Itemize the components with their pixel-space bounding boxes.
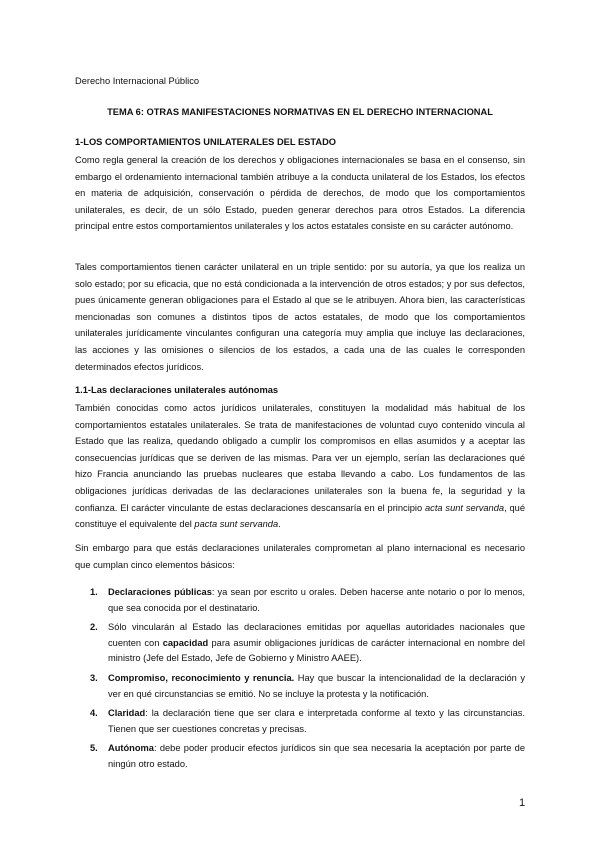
- section-1-1-paragraph: [75, 400, 525, 533]
- list-item-bold: Compromiso, reconocimiento y renuncia.: [108, 672, 295, 683]
- requirements-list: [75, 585, 525, 777]
- paragraph-main-text: También conocidas como actos jurídicos unilaterales, constituyen la modalidad más habitual de los comportamientos estatales unilaterales. Se trata de manifestaciones de voluntad cuyo contenido vincula al Estado que las realiza, quedando obligado a cumplir los compromisos en ellas asumidos y a aceptar las consecuencias jurídicas que se deriven de las mismas. Para ver un ejemplo, serían las declaraciones qué hizo Francia anunciando las pruebas nucleares que estaba llevando a cabo. Los fundamentos de las obligaciones jurídicas derivadas de las declaraciones unilaterales son la buena fe, la seguridad y la confianza. El carácter vinculante de estas declaraciones descansaría en el principio: [75, 403, 525, 513]
- list-item-pre: Sólo vincularán al Estado las declaraciones emitidas por aquellas autoridades nacionales que cuenten con: [108, 622, 525, 648]
- list-item-text: : debe poder producir efectos jurídicos sin que sea necesaria la aceptación por parte de ningún otro estado.: [108, 743, 525, 769]
- section-1-paragraph-1: Como regla general la creación de los derechos y obligaciones internacionales se basa en el consenso, sin embargo el ordenamiento internacional también atribuye a la conducta unilateral de los Estados, los efectos en materia de adquisición, conservación o pérdida de derechos, de modo que los comportamientos unilaterales, es decir, de un sólo Estado, pueden generar derechos para otros Estados. La diferencia principal entre estos comportamientos unilaterales y los actos estatales consiste en su carácter autónomo.: [75, 155, 525, 232]
- list-item: [75, 620, 525, 667]
- latin-term-1: acta sunt servanda: [425, 502, 505, 513]
- list-item: [75, 741, 525, 772]
- list-item-number: 5.: [90, 743, 98, 754]
- elements-intro-paragraph: Sin embargo para que estás declaraciones unilaterales comprometan al plano internacional es necesario que cumplan cinco elementos básicos:: [75, 543, 525, 570]
- latin-term-2: pacta sunt servanda: [194, 519, 279, 530]
- list-item-number: 1.: [90, 587, 98, 597]
- list-item-text: Hay que buscar la intencionalidad de la declaración y ver en qué circunstancias se emitió. No se incluye la protesta y la notificación.: [108, 672, 525, 699]
- section-1-paragraph-2: Tales comportamientos tienen carácter unilateral en un triple sentido: por su autoría, ya que los realiza un solo estado; por su eficacia, que no está condicionada a la intervención de otros estados; y por sus defectos, pues únicamente generan obligaciones para el Estado al que se le atribuyen. Ahora bien, las características mencionadas son comunes a distintos tipos de actos estatales, de modo que los comportamientos unilaterales jurídicamente vinculantes configuran una categoría muy amplia que incluye las declaraciones, las acciones y las omisiones o silencios de los estados, a cada una de las cuales le corresponden determinados efectos jurídicos.: [75, 262, 525, 372]
- list-item-bold: Declaraciones públicas: [108, 587, 212, 597]
- list-item: [75, 671, 525, 702]
- section-1-heading: 1-LOS COMPORTAMIENTOS UNILATERALES DEL ESTADO: [75, 137, 337, 147]
- list-item-text: para asumir obligaciones jurídicas de carácter internacional en nombre del ministro (Jefe del Estado, Jefe de Gobierno y Ministro AAEE).: [108, 637, 525, 664]
- list-item-number: 3.: [90, 672, 98, 683]
- tema-title: TEMA 6: OTRAS MANIFESTACIONES NORMATIVAS EN EL DERECHO INTERNACIONAL: [107, 107, 493, 117]
- page-number: 1: [519, 797, 526, 809]
- list-item-text: : ya sean por escrito u orales. Deben hacerse ante notario o por lo menos, que sea conocida por el destinatario.: [108, 587, 525, 613]
- course-header: Derecho Internacional Público: [75, 76, 200, 86]
- list-item: [75, 585, 525, 616]
- list-item-text: : la declaración tiene que ser clara e interpretada conforme al texto y las circunstancias. Tienen que ser cuestiones concretas y precisas.: [108, 708, 525, 734]
- section-1-1-heading: 1.1-Las declaraciones unilaterales autónomas: [75, 385, 279, 395]
- list-item-bold: Autónoma: [108, 743, 154, 754]
- list-item-number: 4.: [90, 708, 98, 719]
- list-item-number: 2.: [90, 622, 98, 633]
- list-item-bold: Claridad: [108, 708, 146, 719]
- paragraph-mid-text: , qué constituye el equivalente del: [75, 502, 526, 530]
- list-item-bold: capacidad: [162, 637, 209, 648]
- list-item: [75, 706, 525, 737]
- paragraph-end-text: .: [278, 519, 281, 530]
